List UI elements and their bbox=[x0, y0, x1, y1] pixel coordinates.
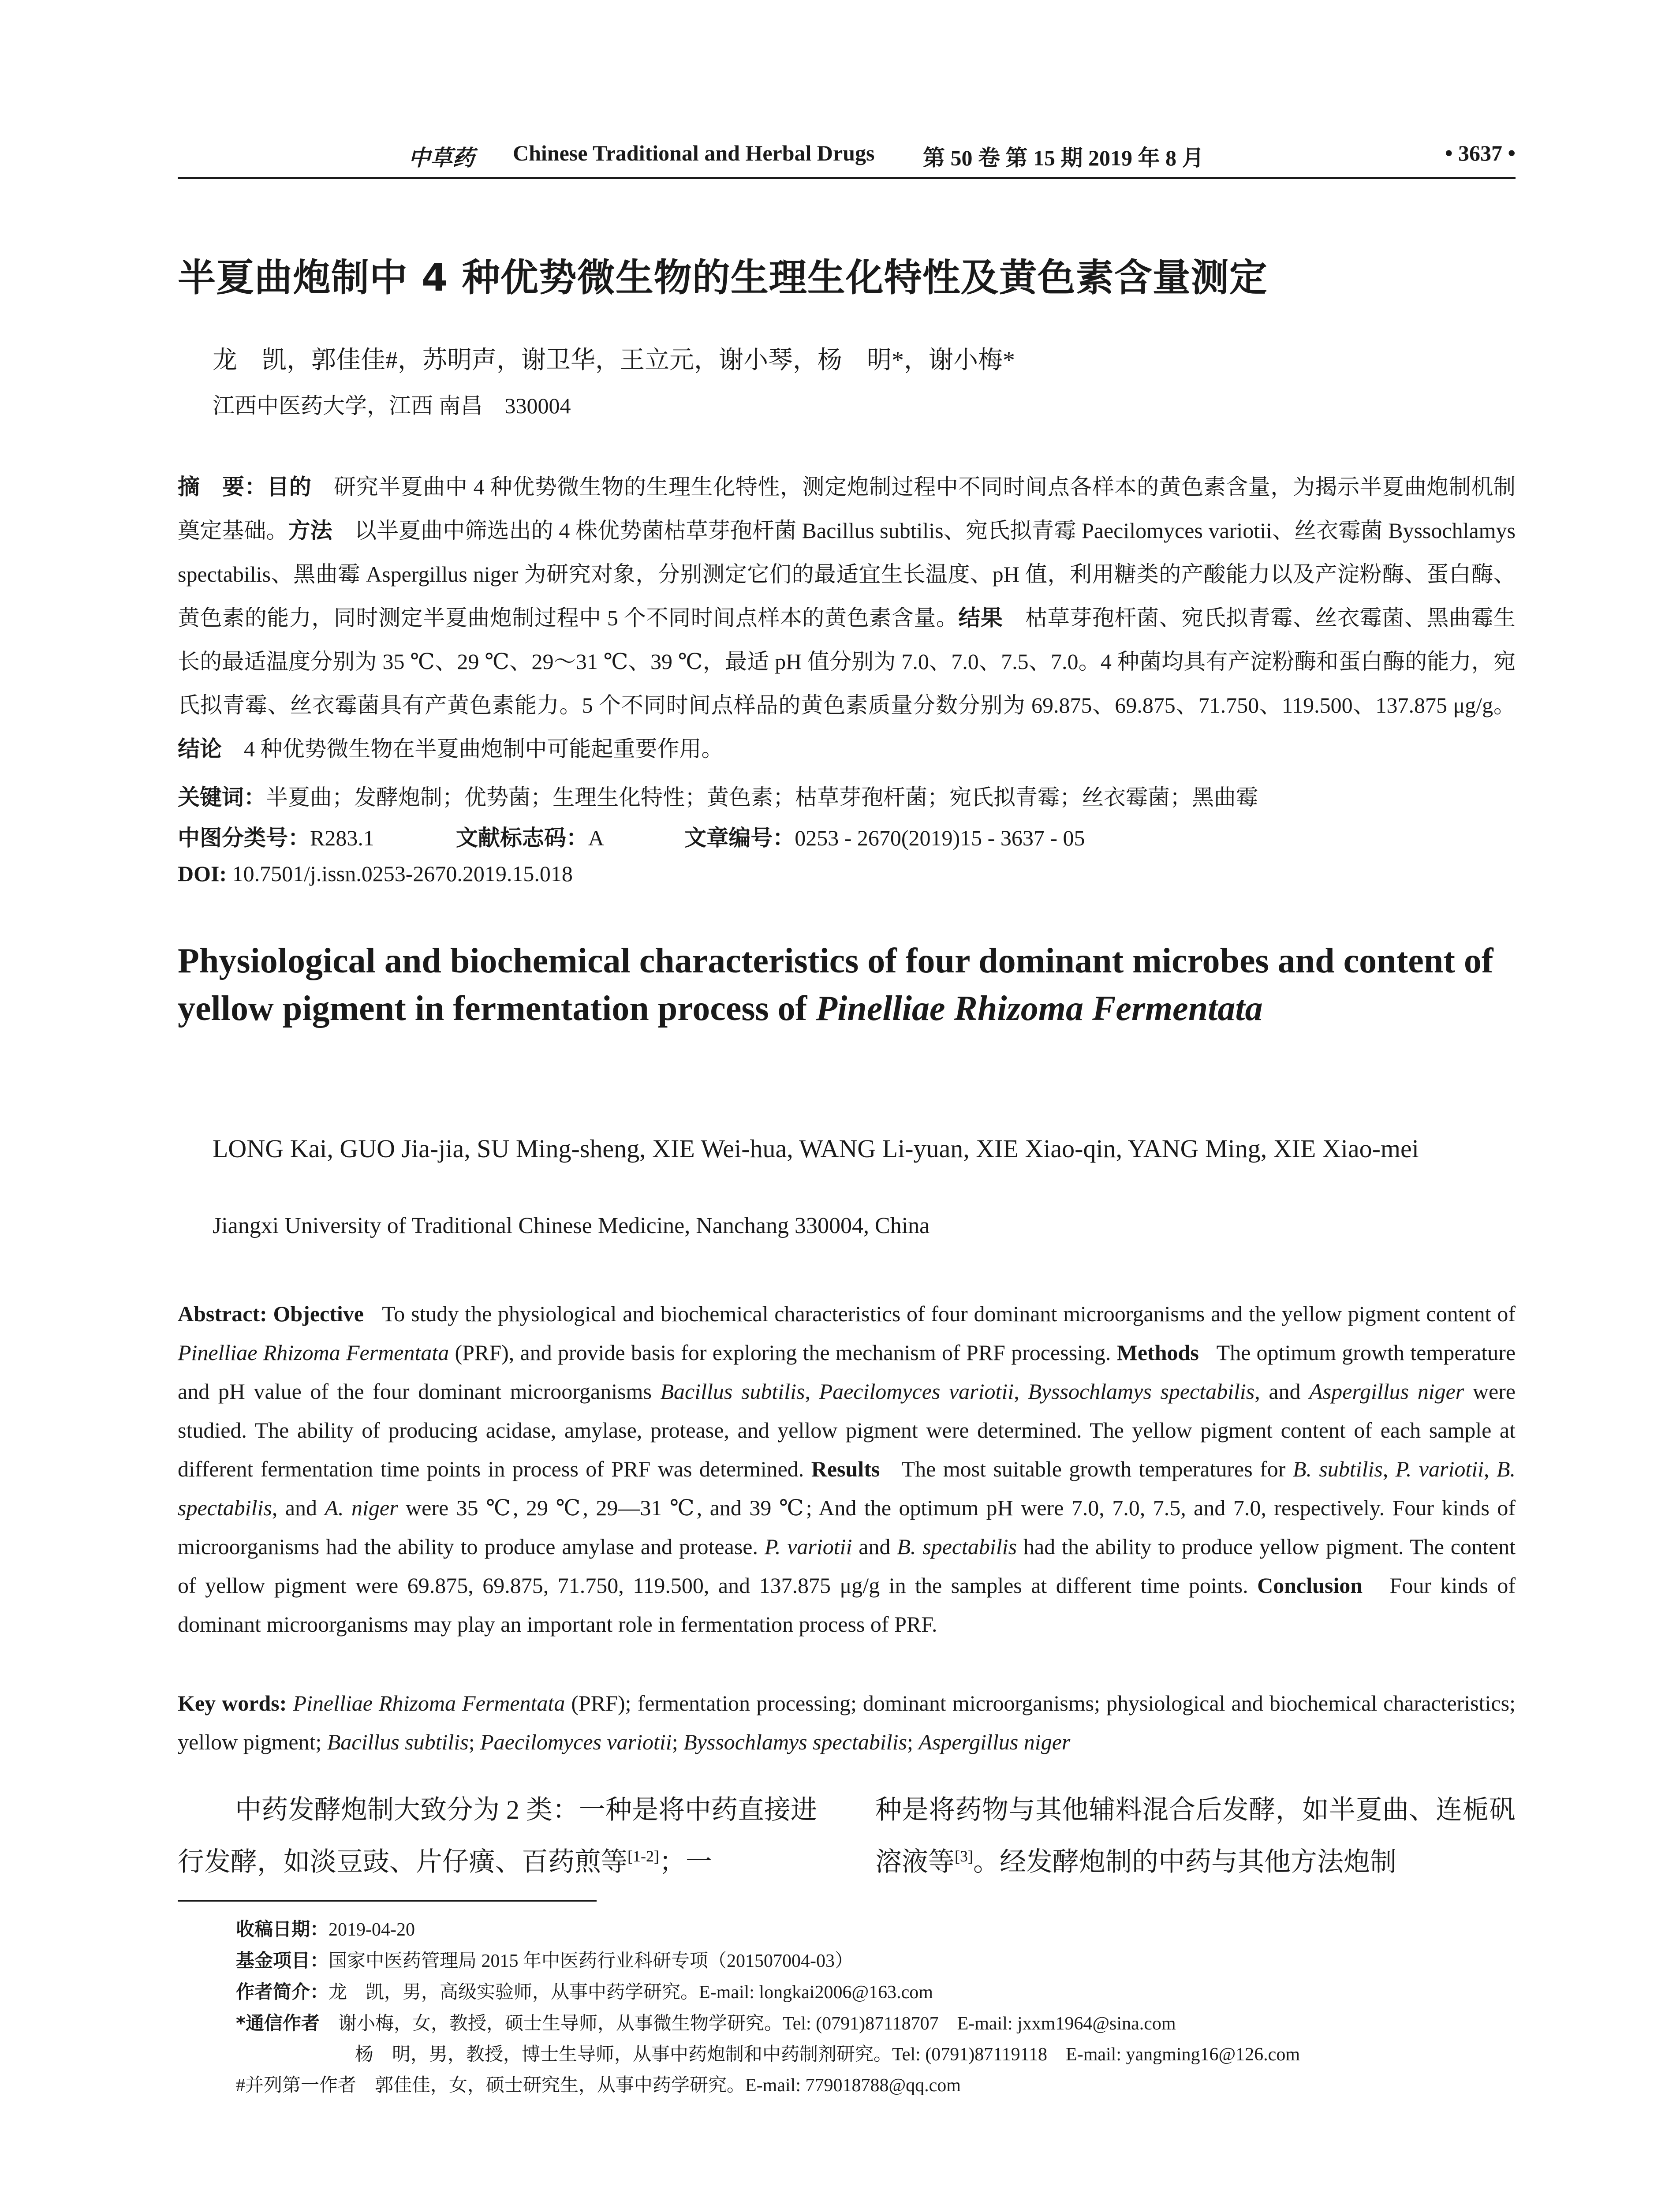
fund-value: 国家中医药管理局 2015 年中医药行业科研专项（201507004-03） bbox=[329, 1951, 854, 1971]
kw-en-i2: Bacillus subtilis bbox=[327, 1730, 469, 1754]
citation-1-2[interactable]: [1-2] bbox=[627, 1847, 659, 1865]
doi-label: DOI: bbox=[178, 861, 227, 886]
objective-en-a: To study the physiological and biochemical characteristics of four dominant microorganisms and the yellow pigment content of bbox=[382, 1301, 1516, 1326]
methods-en-s1: , bbox=[805, 1379, 819, 1404]
journal-name-en: Chinese Traditional and Herbal Drugs bbox=[513, 141, 875, 165]
corresponding-2: 杨 明，男，教授，博士生导师，从事中药炮制和中药制剂研究。Tel: (0791)87119118 E-mail: yangming16@126.com bbox=[355, 2044, 1300, 2065]
title-cn: 半夏曲炮制中 4 种优势微生物的生理生化特性及黄色素含量测定 bbox=[178, 256, 1268, 300]
methods-en-i4: Aspergillus niger bbox=[1309, 1379, 1464, 1404]
keywords-label-cn: 关键词： bbox=[178, 785, 266, 810]
conclusion-label-en: Conclusion bbox=[1257, 1573, 1363, 1598]
results-en-i6: B. spectabilis bbox=[897, 1534, 1017, 1559]
methods-en-i1: Bacillus subtilis bbox=[660, 1379, 805, 1404]
methods-cn: 以半夏曲中筛选出的 4 株优势菌枯草芽孢杆菌 Bacillus subtilis、宛氏拟青霉 Paecilomyces variotii、丝衣霉菌 Byssochlamys spectabilis、黑曲霉 Aspergillus niger 为研究对象，分别测定它们的最适宜生长温度、pH 值，利用糖类的产酸能力以及产淀粉酶、蛋白酶、黄色素的能力，同时测定半夏曲炮制过程中 5 个不同时间点样本的黄色素含量。 bbox=[178, 518, 1516, 630]
article-no-label: 文章编号： bbox=[684, 825, 795, 851]
received-value: 2019-04-20 bbox=[329, 1920, 415, 1940]
citation-3[interactable]: [3] bbox=[955, 1847, 973, 1865]
methods-en-b: were studied. The ability of producing acidase, amylase, protease, and yellow pigment were determined. The yellow pigment content of each sample at different fermentation time points in process of PRF was determined. bbox=[178, 1379, 1516, 1481]
results-en-s5: and bbox=[852, 1534, 897, 1559]
running-header bbox=[178, 140, 1516, 171]
results-en-s3: , and bbox=[272, 1495, 325, 1520]
abstract-label-en: Abstract: bbox=[178, 1301, 267, 1326]
authors-cn: 龙 凯，郭佳佳#，苏明声，谢卫华，王立元，谢小琴，杨 明*，谢小梅* bbox=[213, 347, 1015, 374]
keywords-en bbox=[178, 1684, 1516, 1761]
issue-info: 第 50 卷 第 15 期 2019 年 8 月 bbox=[923, 146, 1204, 170]
author-bio-value: 龙 凯，男，高级实验师，从事中药学研究。E-mail: longkai2006@163.com bbox=[329, 1982, 933, 2003]
body-right-a: 种是将药物与其他辅料混合后发酵，如半夏曲、连栀矾溶液等 bbox=[875, 1795, 1516, 1876]
methods-en-a: The optimum growth temperature and pH value of the four dominant microorganisms bbox=[178, 1340, 1516, 1404]
title-en-main: Physiological and biochemical characteristics of four dominant microbes and content of yellow pigment in fermentation process of bbox=[178, 942, 1493, 1028]
footnote-corresponding bbox=[236, 2008, 1515, 2039]
keywords-cn bbox=[178, 780, 1258, 811]
results-en-a: The most suitable growth temperatures for bbox=[901, 1457, 1293, 1481]
results-cn: 枯草芽孢杆菌、宛氏拟青霉、丝衣霉菌、黑曲霉生长的最适温度分别为 35 ℃、29 ℃、29～31 ℃、39 ℃，最适 pH 值分别为 7.0、7.0、7.5、7.0。4 种菌均具有产淀粉酶和蛋白酶的能力，宛氏拟青霉、丝衣霉菌具有产黄色素能力。5 个不同时间点样品的黄色素质量分数分别为 69.875、69.875、71.750、119.500、137.875 μg/g。 bbox=[178, 605, 1516, 718]
methods-en-s2: , bbox=[1014, 1379, 1028, 1404]
results-en-i1: B. subtilis bbox=[1292, 1457, 1383, 1481]
keywords-value-cn: 半夏曲；发酵炮制；优势菌；生理生化特性；黄色素；枯草芽孢杆菌；宛氏拟青霉；丝衣霉菌；黑曲霉 bbox=[266, 785, 1258, 810]
results-en-s1: , bbox=[1382, 1457, 1396, 1481]
results-en-i3: B. spectabilis bbox=[178, 1457, 1516, 1520]
body-column-right bbox=[875, 1787, 1516, 1885]
journal-name-cn: 中草药 bbox=[408, 145, 474, 171]
objective-label-en: Objective bbox=[273, 1301, 364, 1326]
results-en-i5: P. variotii bbox=[764, 1534, 852, 1559]
abstract-cn bbox=[178, 465, 1516, 771]
objective-en-i: Pinelliae Rhizoma Fermentata bbox=[178, 1340, 449, 1365]
corresponding-1: 谢小梅，女，教授，硕士生导师，从事微生物学研究。Tel: (0791)87118707 E-mail: jxxm1964@sina.com bbox=[338, 2014, 1176, 2034]
conclusion-label-cn: 结论 bbox=[178, 736, 222, 762]
methods-en-i3: Byssochlamys spectabilis bbox=[1028, 1379, 1255, 1404]
footnote-author bbox=[236, 1977, 1515, 2008]
page-number: • 3637 • bbox=[1445, 141, 1516, 165]
author-bio-label: 作者简介： bbox=[236, 1981, 329, 2003]
kw-en-i1: Pinelliae Rhizoma Fermentata bbox=[293, 1691, 565, 1715]
methods-en-s3: , and bbox=[1254, 1379, 1310, 1404]
abstract-label-cn: 摘 要： bbox=[178, 474, 267, 500]
received-label: 收稿日期： bbox=[236, 1918, 329, 1940]
clc-label: 中图分类号： bbox=[178, 825, 310, 851]
footnote-received bbox=[236, 1914, 1515, 1945]
conclusion-cn: 4 种优势微生物在半夏曲炮制中可能起重要作用。 bbox=[244, 736, 724, 761]
doccode-value: A bbox=[588, 826, 603, 850]
abstract-en bbox=[178, 1294, 1516, 1644]
methods-label-en: Methods bbox=[1116, 1340, 1199, 1365]
corresponding-label: *通信作者 bbox=[236, 2012, 320, 2034]
methods-en-i2: Paecilomyces variotii bbox=[819, 1379, 1014, 1404]
footnotes bbox=[236, 1914, 1515, 2101]
kw-en-s4: ; bbox=[907, 1730, 919, 1754]
results-en-i4: A. niger bbox=[325, 1495, 398, 1520]
kw-en-a: (PRF); fermentation processing; dominant microorganisms; physiological and biochemical characteristics; yellow pigment; bbox=[178, 1691, 1516, 1754]
footnote-cofirst bbox=[236, 2070, 1515, 2101]
kw-en-s2: ; bbox=[468, 1730, 481, 1754]
kw-en-s3: ; bbox=[672, 1730, 684, 1754]
keywords-label-en: Key words: bbox=[178, 1691, 287, 1715]
methods-label-cn: 方法 bbox=[288, 518, 332, 543]
affiliation-en: Jiangxi University of Traditional Chinese Medicine, Nanchang 330004, China bbox=[213, 1213, 930, 1238]
kw-en-i4: Byssochlamys spectabilis bbox=[683, 1730, 907, 1754]
authors-en: LONG Kai, GUO Jia-jia, SU Ming-sheng, XIE Wei-hua, WANG Li-yuan, XIE Xiao-qin, YANG Ming, XIE Xiao-mei bbox=[213, 1134, 1419, 1163]
body-column-left bbox=[178, 1787, 817, 1885]
objective-en-b: (PRF), and provide basis for exploring the mechanism of PRF processing. bbox=[449, 1340, 1111, 1365]
results-en-i2: P. variotii bbox=[1395, 1457, 1484, 1481]
affiliation-cn: 江西中医药大学，江西 南昌 330004 bbox=[213, 393, 571, 418]
body-left-b: ；一 bbox=[659, 1847, 712, 1876]
objective-cn: 研究半夏曲中 4 种优势微生物的生理生化特性，测定炮制过程中不同时间点各样本的黄色素含量，为揭示半夏曲炮制机制奠定基础。 bbox=[178, 475, 1516, 543]
title-en-italic: Pinelliae Rhizoma Fermentata bbox=[816, 989, 1263, 1028]
classification-line bbox=[178, 820, 1085, 852]
footnote-corresponding-2 bbox=[236, 2039, 1515, 2070]
results-label-cn: 结果 bbox=[958, 605, 1003, 631]
results-en-b: were 35 ℃, 29 ℃, 29—31 ℃, and 39 ℃; And the optimum pH were 7.0, 7.0, 7.5, and 7.0, respectively. Four kinds of microorganisms had the ability to produce amylase and protease. bbox=[178, 1495, 1516, 1559]
clc-value: R283.1 bbox=[310, 826, 374, 850]
footnote-fund bbox=[236, 1945, 1515, 1977]
body-right-b: 。经发酵炮制的中药与其他方法炮制 bbox=[973, 1847, 1396, 1876]
doi-line bbox=[178, 861, 573, 886]
results-en-s2: , bbox=[1484, 1457, 1497, 1481]
cofirst-label: #并列第一作者 bbox=[236, 2075, 357, 2096]
footnote-rule bbox=[178, 1900, 597, 1902]
kw-en-i3: Paecilomyces variotii bbox=[480, 1730, 672, 1754]
doccode-label: 文献标志码： bbox=[455, 825, 588, 851]
header-rule bbox=[178, 177, 1516, 179]
results-label-en: Results bbox=[811, 1457, 880, 1481]
kw-en-i5: Aspergillus niger bbox=[918, 1730, 1071, 1754]
fund-label: 基金项目： bbox=[236, 1950, 329, 1971]
results-en-c: had the ability to produce yellow pigment. The content of yellow pigment were 69.875, 69.875, 71.750, 119.500, and 137.875 μg/g in the samples at different time points. bbox=[178, 1534, 1516, 1598]
body-left-a: 中药发酵炮制大致分为 2 类：一种是将中药直接进行发酵，如淡豆豉、片仔癀、百药煎等 bbox=[178, 1795, 817, 1876]
title-en bbox=[178, 937, 1501, 1032]
objective-label-cn: 目的 bbox=[267, 474, 312, 500]
doi-value: 10.7501/j.issn.0253-2670.2019.15.018 bbox=[232, 861, 573, 886]
conclusion-en: Four kinds of dominant microorganisms may play an important role in fermentation process of PRF. bbox=[178, 1573, 1516, 1637]
article-no-value: 0253 - 2670(2019)15 - 3637 - 05 bbox=[795, 826, 1085, 850]
cofirst-value: 郭佳佳，女，硕士研究生，从事中药学研究。E-mail: 779018788@qq.com bbox=[375, 2075, 961, 2096]
